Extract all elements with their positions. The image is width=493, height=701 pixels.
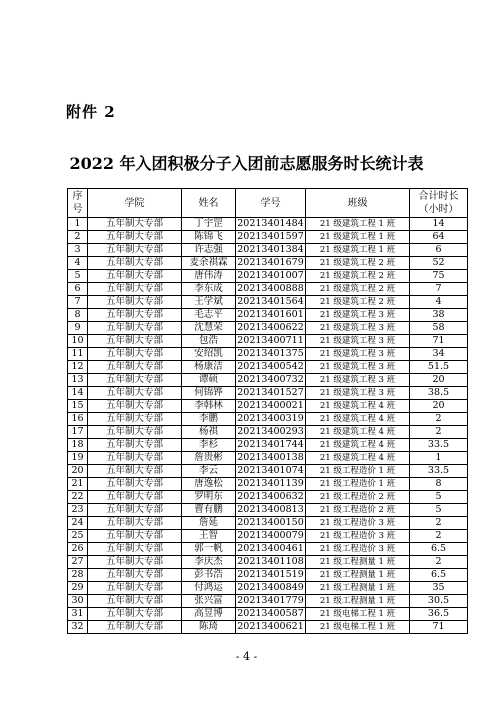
cell-class: 21 级工程造价 1 班 <box>306 465 410 478</box>
cell-class: 21 级建筑工程 3 班 <box>306 322 410 335</box>
cell-college: 五年制大专部 <box>88 504 182 517</box>
cell-name: 詹延 <box>182 517 236 530</box>
cell-class: 21 级建筑工程 3 班 <box>306 361 410 374</box>
cell-college: 五年制大专部 <box>88 452 182 465</box>
cell-name: 李鹏 <box>182 413 236 426</box>
cell-name: 李云 <box>182 465 236 478</box>
cell-student-id: 20213401601 <box>237 309 304 320</box>
page-number: - 4 - <box>235 650 258 663</box>
cell-college: 五年制大专部 <box>88 530 182 543</box>
cell-student-id: 20213401384 <box>237 244 304 255</box>
cell-class: 21 级工程测量 1 班 <box>306 595 410 608</box>
cell-hours: 2 <box>410 530 468 543</box>
table-row <box>68 413 468 426</box>
cell-class: 21 级工程测量 1 班 <box>306 556 410 569</box>
cell-class: 21 级工程造价 1 班 <box>306 478 410 491</box>
table-row <box>68 270 468 283</box>
cell-college: 五年制大专部 <box>88 556 182 569</box>
table-row <box>68 296 468 309</box>
cell-hours: 6.5 <box>410 543 468 556</box>
cell-class: 21 级建筑工程 1 班 <box>306 244 410 257</box>
cell-class: 21 级建筑工程 2 班 <box>306 283 410 296</box>
cell-hours: 36.5 <box>410 608 468 621</box>
cell-class: 21 级工程造价 2 班 <box>306 504 410 517</box>
cell-name: 安绍凯 <box>182 348 236 361</box>
cell-hours: 2 <box>410 426 468 439</box>
table-row <box>68 595 468 608</box>
cell-college: 五年制大专部 <box>88 283 182 296</box>
cell-college: 五年制大专部 <box>88 400 182 413</box>
table-row <box>68 582 468 595</box>
cell-name: 付鸿运 <box>182 582 236 595</box>
cell-college: 五年制大专部 <box>88 322 182 335</box>
cell-hours: 20 <box>410 374 468 387</box>
table-row <box>68 231 468 244</box>
cell-college: 五年制大专部 <box>88 244 182 257</box>
cell-hours: 34 <box>410 348 468 361</box>
cell-no: 26 <box>68 543 88 556</box>
cell-student-id: 20213401527 <box>237 387 304 398</box>
table-row <box>68 426 468 439</box>
cell-hours: 33.5 <box>410 465 468 478</box>
cell-name: 曹有鹏 <box>182 504 236 517</box>
cell-hours: 58 <box>410 322 468 335</box>
cell-class: 21 级工程造价 3 班 <box>306 530 410 543</box>
cell-college: 五年制大专部 <box>88 231 182 244</box>
cell-name: 唐伟涛 <box>182 270 236 283</box>
table-row <box>68 244 468 257</box>
table-row <box>68 608 468 621</box>
cell-class: 21 级建筑工程 3 班 <box>306 335 410 348</box>
cell-no: 28 <box>68 569 88 582</box>
cell-name: 彭书浩 <box>182 569 236 582</box>
cell-college: 五年制大专部 <box>88 218 182 231</box>
cell-college: 五年制大专部 <box>88 569 182 582</box>
cell-student-id: 20213401484 <box>237 218 304 229</box>
cell-no: 20 <box>68 465 88 478</box>
cell-no: 24 <box>68 517 88 530</box>
cell-student-id: 20213400888 <box>237 283 304 294</box>
cell-college: 五年制大专部 <box>88 309 182 322</box>
table-row <box>68 621 468 634</box>
cell-name: 李韩林 <box>182 400 236 413</box>
cell-class: 21 级建筑工程 4 班 <box>306 452 410 465</box>
cell-no: 7 <box>68 296 88 309</box>
cell-student-id: 20213401007 <box>237 270 304 281</box>
cell-class: 21 级工程测量 1 班 <box>306 569 410 582</box>
cell-hours: 5 <box>410 504 468 517</box>
cell-student-id: 20213400138 <box>237 452 304 463</box>
cell-hours: 30.5 <box>410 595 468 608</box>
cell-student-id: 20213401108 <box>237 556 304 567</box>
cell-class: 21 级建筑工程 4 班 <box>306 400 410 413</box>
table-row <box>68 309 468 322</box>
volunteer-hours-table <box>67 188 468 634</box>
cell-college: 五年制大专部 <box>88 491 182 504</box>
cell-college: 五年制大专部 <box>88 465 182 478</box>
cell-class: 21 级电梯工程 1 班 <box>306 621 410 634</box>
cell-class: 21 级建筑工程 2 班 <box>306 270 410 283</box>
cell-hours: 52 <box>410 257 468 270</box>
cell-student-id: 20213400021 <box>237 400 304 411</box>
cell-no: 5 <box>68 270 88 283</box>
cell-student-id: 20213400711 <box>237 335 304 346</box>
header-college: 学院 <box>88 189 182 218</box>
header-name: 姓名 <box>182 189 236 218</box>
header-no: 序号 <box>68 189 88 218</box>
cell-hours: 71 <box>410 335 468 348</box>
attachment-label: 附件 2 <box>66 103 116 121</box>
cell-no: 8 <box>68 309 88 322</box>
cell-student-id: 20213400587 <box>237 608 304 619</box>
cell-name: 王学斌 <box>182 296 236 309</box>
cell-student-id: 20213401744 <box>237 439 304 450</box>
cell-student-id: 20213401779 <box>237 595 304 606</box>
cell-hours: 4 <box>410 296 468 309</box>
cell-student-id: 20213401139 <box>237 478 304 489</box>
cell-name: 唐逸松 <box>182 478 236 491</box>
cell-name: 许志强 <box>182 244 236 257</box>
cell-student-id: 20213400732 <box>237 374 304 385</box>
cell-name: 陈琦 <box>182 621 236 634</box>
cell-name: 谭硕 <box>182 374 236 387</box>
cell-no: 11 <box>68 348 88 361</box>
cell-no: 14 <box>68 387 88 400</box>
table-row <box>68 491 468 504</box>
cell-name: 李东成 <box>182 283 236 296</box>
header-class: 班级 <box>306 189 410 218</box>
cell-student-id: 20213400849 <box>237 582 304 593</box>
cell-class: 21 级建筑工程 1 班 <box>306 231 410 244</box>
cell-name: 李庆杰 <box>182 556 236 569</box>
cell-no: 22 <box>68 491 88 504</box>
cell-college: 五年制大专部 <box>88 387 182 400</box>
cell-name: 杨康洁 <box>182 361 236 374</box>
cell-hours: 2 <box>410 413 468 426</box>
cell-name: 杨祺 <box>182 426 236 439</box>
header-hours: 合计时长（小时） <box>410 189 468 218</box>
cell-name: 包浩 <box>182 335 236 348</box>
table-row <box>68 517 468 530</box>
cell-student-id: 20213400622 <box>237 322 304 333</box>
cell-college: 五年制大专部 <box>88 426 182 439</box>
cell-hours: 51.5 <box>410 361 468 374</box>
cell-class: 21 级工程造价 3 班 <box>306 543 410 556</box>
cell-no: 17 <box>68 426 88 439</box>
cell-hours: 5 <box>410 491 468 504</box>
cell-name: 王智 <box>182 530 236 543</box>
cell-no: 1 <box>68 218 88 231</box>
cell-class: 21 级工程造价 3 班 <box>306 517 410 530</box>
table-row <box>68 530 468 543</box>
cell-college: 五年制大专部 <box>88 270 182 283</box>
cell-college: 五年制大专部 <box>88 608 182 621</box>
cell-hours: 20 <box>410 400 468 413</box>
cell-no: 15 <box>68 400 88 413</box>
cell-name: 陈锦飞 <box>182 231 236 244</box>
cell-no: 13 <box>68 374 88 387</box>
cell-class: 21 级建筑工程 2 班 <box>306 257 410 270</box>
cell-college: 五年制大专部 <box>88 361 182 374</box>
table-row <box>68 569 468 582</box>
cell-student-id: 20213400621 <box>237 621 304 632</box>
table-row <box>68 283 468 296</box>
cell-hours: 14 <box>410 218 468 231</box>
cell-name: 麦余祺霖 <box>182 257 236 270</box>
cell-name: 毛志平 <box>182 309 236 322</box>
cell-name: 詹贵彬 <box>182 452 236 465</box>
cell-college: 五年制大专部 <box>88 296 182 309</box>
cell-college: 五年制大专部 <box>88 439 182 452</box>
cell-class: 21 级建筑工程 3 班 <box>306 374 410 387</box>
cell-no: 27 <box>68 556 88 569</box>
cell-name: 沈慧荣 <box>182 322 236 335</box>
cell-name: 郭一帆 <box>182 543 236 556</box>
cell-college: 五年制大专部 <box>88 517 182 530</box>
cell-class: 21 级电梯工程 1 班 <box>306 608 410 621</box>
cell-no: 4 <box>68 257 88 270</box>
cell-no: 29 <box>68 582 88 595</box>
table-row <box>68 374 468 387</box>
cell-name: 高昱博 <box>182 608 236 621</box>
cell-hours: 38 <box>410 309 468 322</box>
table-row <box>68 452 468 465</box>
cell-hours: 35 <box>410 582 468 595</box>
table-row <box>68 361 468 374</box>
cell-college: 五年制大专部 <box>88 335 182 348</box>
cell-no: 23 <box>68 504 88 517</box>
cell-hours: 2 <box>410 517 468 530</box>
cell-hours: 7 <box>410 283 468 296</box>
cell-college: 五年制大专部 <box>88 621 182 634</box>
cell-student-id: 20213401597 <box>237 231 304 242</box>
cell-class: 21 级建筑工程 4 班 <box>306 439 410 452</box>
cell-student-id: 20213401564 <box>237 296 304 307</box>
cell-class: 21 级建筑工程 1 班 <box>306 218 410 231</box>
cell-student-id: 20213400461 <box>237 543 304 554</box>
cell-class: 21 级工程造价 2 班 <box>306 491 410 504</box>
cell-student-id: 20213400632 <box>237 491 304 502</box>
cell-no: 6 <box>68 283 88 296</box>
cell-class: 21 级建筑工程 4 班 <box>306 413 410 426</box>
cell-student-id: 20213400150 <box>237 517 304 528</box>
cell-college: 五年制大专部 <box>88 543 182 556</box>
document-title: 2022 年入团积极分子入团前志愿服务时长统计表 <box>69 154 424 173</box>
cell-college: 五年制大专部 <box>88 348 182 361</box>
cell-no: 32 <box>68 621 88 634</box>
table-row <box>68 556 468 569</box>
cell-no: 18 <box>68 439 88 452</box>
cell-hours: 6 <box>410 244 468 257</box>
cell-hours: 1 <box>410 452 468 465</box>
cell-student-id: 20213401375 <box>237 348 304 359</box>
table-row <box>68 439 468 452</box>
cell-college: 五年制大专部 <box>88 595 182 608</box>
table-row <box>68 478 468 491</box>
table-row <box>68 348 468 361</box>
cell-hours: 38.5 <box>410 387 468 400</box>
table-row <box>68 218 468 231</box>
cell-class: 21 级建筑工程 3 班 <box>306 309 410 322</box>
cell-hours: 64 <box>410 231 468 244</box>
cell-college: 五年制大专部 <box>88 582 182 595</box>
cell-student-id: 20213400079 <box>237 530 304 541</box>
cell-student-id: 20213401074 <box>237 465 304 476</box>
cell-hours: 2 <box>410 556 468 569</box>
cell-name: 罗明东 <box>182 491 236 504</box>
cell-no: 3 <box>68 244 88 257</box>
cell-no: 2 <box>68 231 88 244</box>
cell-no: 30 <box>68 595 88 608</box>
table-row <box>68 465 468 478</box>
cell-student-id: 20213400813 <box>237 504 304 515</box>
cell-college: 五年制大专部 <box>88 257 182 270</box>
cell-no: 9 <box>68 322 88 335</box>
cell-no: 10 <box>68 335 88 348</box>
cell-name: 张兴富 <box>182 595 236 608</box>
cell-student-id: 20213400293 <box>237 426 304 437</box>
cell-class: 21 级建筑工程 2 班 <box>306 296 410 309</box>
table-row <box>68 257 468 270</box>
cell-hours: 71 <box>410 621 468 634</box>
cell-hours: 8 <box>410 478 468 491</box>
header-student-id: 学号 <box>236 189 306 218</box>
cell-class: 21 级工程测量 1 班 <box>306 582 410 595</box>
cell-no: 12 <box>68 361 88 374</box>
table-row <box>68 400 468 413</box>
cell-hours: 75 <box>410 270 468 283</box>
cell-college: 五年制大专部 <box>88 478 182 491</box>
cell-college: 五年制大专部 <box>88 374 182 387</box>
cell-name: 丁宇罡 <box>182 218 236 231</box>
cell-no: 16 <box>68 413 88 426</box>
table-header-row <box>68 189 468 218</box>
cell-no: 25 <box>68 530 88 543</box>
cell-student-id: 20213400542 <box>237 361 304 372</box>
cell-student-id: 20213400319 <box>237 413 304 424</box>
cell-class: 21 级建筑工程 4 班 <box>306 426 410 439</box>
cell-no: 19 <box>68 452 88 465</box>
cell-name: 何锦铧 <box>182 387 236 400</box>
table-row <box>68 543 468 556</box>
table-row <box>68 335 468 348</box>
cell-hours: 6.5 <box>410 569 468 582</box>
cell-class: 21 级建筑工程 3 班 <box>306 348 410 361</box>
cell-name: 李杉 <box>182 439 236 452</box>
cell-student-id: 20213401679 <box>237 257 304 268</box>
cell-no: 31 <box>68 608 88 621</box>
table-row <box>68 504 468 517</box>
cell-no: 21 <box>68 478 88 491</box>
cell-class: 21 级建筑工程 3 班 <box>306 387 410 400</box>
cell-student-id: 20213401519 <box>237 569 304 580</box>
cell-hours: 33.5 <box>410 439 468 452</box>
table-row <box>68 322 468 335</box>
table-row <box>68 387 468 400</box>
cell-college: 五年制大专部 <box>88 413 182 426</box>
